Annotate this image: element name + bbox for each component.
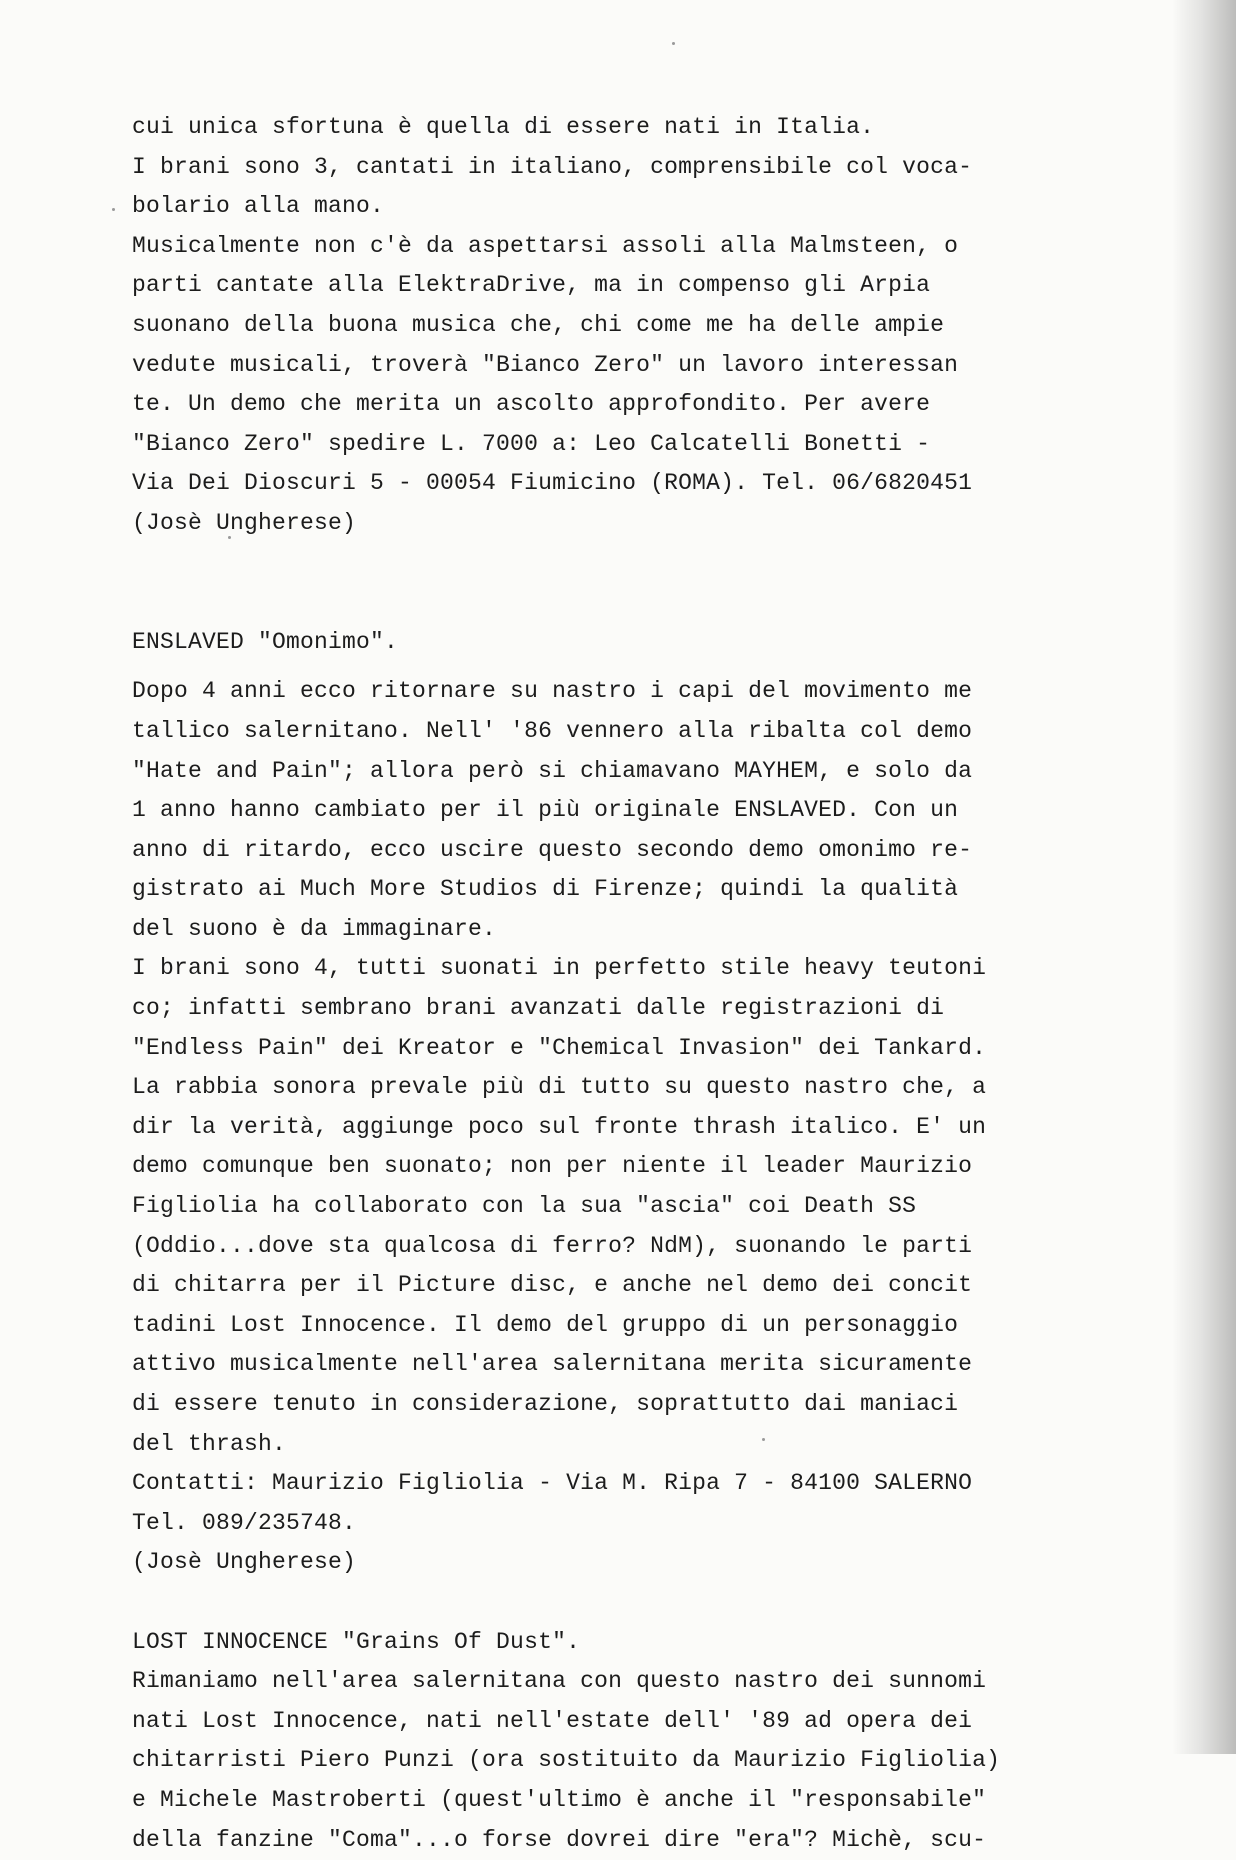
paper-speck — [228, 536, 231, 539]
text-line: demo comunque ben suonato; non per niente il leader Maurizio — [132, 1153, 973, 1180]
text-line: chitarristi Piero Punzi (ora sostituito da Maurizio Figliolia) — [132, 1747, 1001, 1774]
text-line: suonano della buona musica che, chi come me ha delle ampie — [132, 311, 945, 338]
spacer — [132, 583, 1092, 623]
text-line: nati Lost Innocence, nati nell'estate dell' '89 ad opera dei — [132, 1707, 973, 1734]
phone-line: Tel. 089/235748. — [132, 1509, 357, 1536]
text-line: co; infatti sembrano brani avanzati dalle registrazioni di — [132, 995, 945, 1022]
page-edge-shadow — [1172, 0, 1236, 1754]
section-arpia — [132, 108, 1092, 544]
text-line: e Michele Mastroberti (quest'ultimo è anche il "responsabile" — [132, 1786, 987, 1813]
text-line: vedute musicali, troverà "Bianco Zero" un lavoro interessan — [132, 351, 959, 378]
text-line: "Bianco Zero" spedire L. 7000 a: Leo Calcatelli Bonetti - — [132, 430, 931, 457]
text-line: I brani sono 4, tutti suonati in perfetto stile heavy teutoni — [132, 955, 987, 982]
text-line: "Endless Pain" dei Kreator e "Chemical Invasion" dei Tankard. — [132, 1034, 987, 1061]
spacer — [132, 544, 1092, 584]
paper-speck — [112, 208, 115, 211]
text-line: dir la verità, aggiunge poco sul fronte thrash italico. E' un — [132, 1113, 987, 1140]
text-line: del suono è da immaginare. — [132, 915, 497, 942]
contact-line: Contatti: Maurizio Figliolia - Via M. Ripa 7 - 84100 SALERNO — [132, 1470, 973, 1497]
text-line: 1 anno hanno cambiato per il più originale ENSLAVED. Con un — [132, 797, 959, 824]
text-line: Via Dei Dioscuri 5 - 00054 Fiumicino (ROMA). Tel. 06/6820451 — [132, 470, 973, 497]
paper-speck — [672, 42, 675, 45]
text-line: tallico salernitano. Nell' '86 vennero alla ribalta col demo — [132, 717, 973, 744]
text-line: "Hate and Pain"; allora però si chiamavano MAYHEM, e solo da — [132, 757, 973, 784]
text-line: di chitarra per il Picture disc, e anche nel demo dei concit — [132, 1272, 973, 1299]
text-line: Musicalmente non c'è da aspettarsi assoli alla Malmsteen, o — [132, 232, 959, 259]
text-line: Rimaniamo nell'area salernitana con questo nastro dei sunnomi — [132, 1668, 987, 1695]
text-line: attivo musicalmente nell'area salernitana merita sicuramente — [132, 1351, 973, 1378]
text-line: anno di ritardo, ecco uscire questo secondo demo omonimo re- — [132, 836, 973, 863]
review-signature: (Josè Ungherese) — [132, 1549, 357, 1576]
text-line: gistrato ai Much More Studios di Firenze; quindi la qualità — [132, 876, 959, 903]
text-line: del thrash. — [132, 1430, 287, 1457]
text-line: La rabbia sonora prevale più di tutto su questo nastro che, a — [132, 1074, 987, 1101]
review-title: LOST INNOCENCE "Grains Of Dust". — [132, 1628, 581, 1655]
typewritten-page — [132, 108, 1092, 1860]
review-signature: (Josè Ungherese) — [132, 509, 357, 536]
paper-speck — [762, 1438, 765, 1441]
text-line: parti cantate alla ElektraDrive, ma in compenso gli Arpia — [132, 272, 931, 299]
spacer — [132, 1583, 1092, 1623]
text-line: della fanzine "Coma"...o forse dovrei dire "era"? Michè, scu- — [132, 1826, 987, 1853]
text-line: cui unica sfortuna è quella di essere nati in Italia. — [132, 114, 875, 140]
text-line: Dopo 4 anni ecco ritornare su nastro i capi del movimento me — [132, 678, 973, 705]
text-line: (Oddio...dove sta qualcosa di ferro? NdM), suonando le parti — [132, 1232, 973, 1259]
text-line: I brani sono 3, cantati in italiano, comprensibile col voca- — [132, 153, 973, 180]
review-title: ENSLAVED "Omonimo". — [132, 628, 399, 655]
text-line: Figliolia ha collaborato con la sua "ascia" coi Death SS — [132, 1193, 917, 1220]
spacer — [132, 662, 1092, 672]
text-line: bolario alla mano. — [132, 193, 385, 220]
text-line: tadini Lost Innocence. Il demo del gruppo di un personaggio — [132, 1311, 959, 1338]
section-lost-innocence — [132, 1623, 1092, 1860]
section-enslaved — [132, 623, 1092, 1583]
text-line: di essere tenuto in considerazione, soprattutto dai maniaci — [132, 1391, 959, 1417]
text-line: te. Un demo che merita un ascolto approfondito. Per avere — [132, 391, 931, 418]
